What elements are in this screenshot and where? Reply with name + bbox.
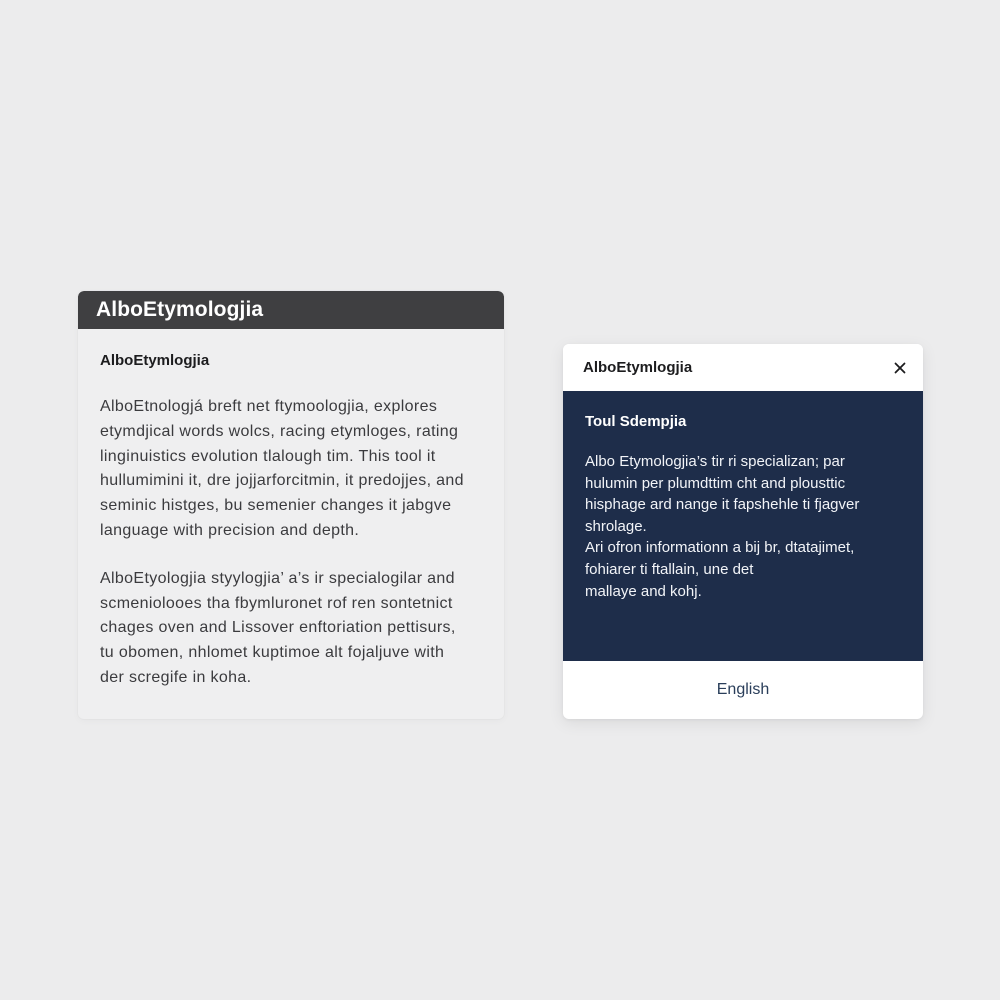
paragraph-line: mallaye and kohj. (585, 582, 702, 600)
paragraph-line: language with precision and depth. (100, 521, 360, 539)
paragraph-line: hulumin per plumdttim cht and plousttic (585, 474, 846, 492)
close-icon-glyph (893, 361, 907, 375)
info-card-paragraph-2 (100, 567, 482, 691)
paragraph-line: Albo Etymologjia’s tir ri specializan; par (585, 453, 845, 470)
info-card (78, 291, 504, 719)
dialog-content (563, 391, 923, 661)
info-card-body (78, 329, 504, 691)
dialog-paragraph-1 (585, 451, 901, 537)
tool-dialog (563, 344, 923, 719)
paragraph-line: shrolage. (585, 517, 647, 535)
dialog-footer (563, 661, 923, 719)
dialog-header (563, 344, 923, 391)
paragraph-line: fohiarer ti ftallain, une det (585, 560, 754, 578)
info-card-paragraph-1 (100, 395, 482, 544)
paragraph-line: AlboEtyologjia styylogjia’ a’s ir specialogilar and (100, 569, 455, 587)
paragraph-line: seminic histges, bu semenier changes it jabgve (100, 497, 452, 515)
info-card-subtitle: AlboEtymlogjia (100, 352, 210, 369)
paragraph-line: Ari ofron informationn a bij br, dtatajimet, (585, 539, 855, 557)
paragraph-line: hullumimini it, dre jojjarforcitmin, it predojjes, and (100, 472, 464, 490)
paragraph-line: linginuistics evolution tlalough tim. This tool it (100, 447, 436, 465)
language-button[interactable]: English (709, 677, 777, 703)
paragraph-line: scmeniolooes tha fbymluronet rof ren sontetnict (100, 594, 453, 612)
paragraph-line: AlboEtnologjá breft net ftymoologjia, explores (100, 398, 438, 415)
info-card-header (78, 291, 504, 329)
dialog-title: AlboEtymlogjia (583, 359, 693, 376)
paragraph-line: chages oven and Lissover enftoriation pettisurs, (100, 619, 456, 637)
close-icon[interactable] (893, 361, 907, 375)
paragraph-line: hisphage ard nange it fapshehle ti fjagver (585, 496, 860, 514)
paragraph-line: tu obomen, nhlomet kuptimoe alt fojaljuve with (100, 644, 445, 662)
info-card-title: AlboEtymologjia (96, 298, 264, 321)
dialog-paragraph-2 (585, 537, 901, 602)
paragraph-line: der scregife in koha. (100, 668, 252, 686)
dialog-section-title: Toul Sdempjia (585, 413, 687, 430)
paragraph-line: etymdjical words wolcs, racing etymloges, rating (100, 422, 459, 440)
